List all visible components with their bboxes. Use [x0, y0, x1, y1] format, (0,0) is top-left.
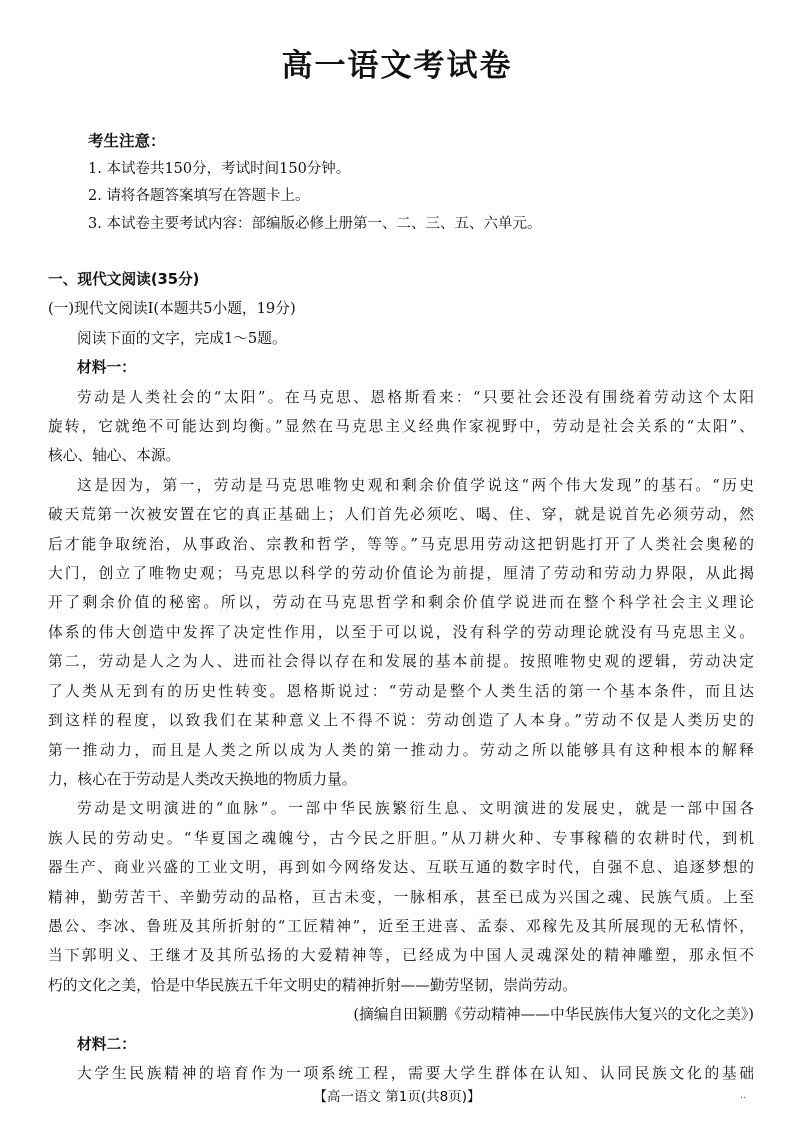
- notice-heading: 考生注意：: [88, 132, 166, 150]
- paragraph-2: [48, 471, 754, 794]
- text-line: 后才能争取统治，从事政治、宗教和哲学，等等。”马克思用劳动这把钥匙打开了人类社会奥秘的: [48, 535, 754, 553]
- material-two-label: 材料二：: [77, 1035, 136, 1053]
- text-line: 劳动是人类社会的“太阳”。在马克思、恩格斯看来：“只要社会还没有围绕着劳动这个太阳: [77, 388, 754, 406]
- reading-section: [48, 265, 754, 1088]
- paragraph-4: [48, 1059, 754, 1088]
- text-line: 核心、轴心、本源。: [48, 447, 181, 465]
- text-line: 第二，劳动是人之为人、进而社会得以存在和发展的基本前提。按照唯物史观的逻辑，劳动决定: [48, 653, 754, 671]
- instruction-text: 阅读下面的文字，完成1～5题。: [77, 329, 287, 347]
- section-heading: 一、现代文阅读(35分): [48, 271, 200, 288]
- text-line: 开了剩余价值的秘密。所以，劳动在马克思哲学和剩余价值学说进而在整个科学社会主义理论: [48, 594, 754, 612]
- text-line: 力，核心在于劳动是人类改天换地的物质力量。: [48, 770, 357, 788]
- text-line: 了人类从无到有的历史性转变。恩格斯说过：“劳动是整个人类生活的第一个基本条件，而且达: [48, 682, 754, 700]
- source-citation: (摘编自田颖鹏《劳动精神——中华民族伟大复兴的文化之美》): [353, 1006, 754, 1024]
- text-line: 这是因为，第一，劳动是马克思唯物史观和剩余价值学说这“两个伟大发现”的基石。“历史: [77, 476, 754, 494]
- text-line: 当下郭明义、王继才及其所弘扬的大爱精神等，已经成为中国人灵魂深处的精神雕塑，那永恒不: [48, 947, 754, 965]
- text-line: 大门，创立了唯物史观；马克思以科学的劳动价值论为前提，厘清了劳动和劳动力界限，从此揭: [48, 565, 754, 583]
- page-footer: 【高一语文 第1页(共8页)】: [313, 1089, 481, 1105]
- paragraph-1: [48, 383, 754, 471]
- page-title: 高一语文考试卷: [281, 48, 513, 84]
- text-line: 劳动是文明演进的“血脉”。一部中华民族繁衍生息、文明演进的发展史，就是一部中国各: [77, 800, 754, 818]
- text-line: 第一推动力，而且是人类之所以成为人类的第一推动力。劳动之所以能够具有这种根本的解释: [48, 741, 754, 759]
- text-line: 愚公、李冰、鲁班及其所折射的“工匠精神”，近至王进喜、孟泰、邓稼先及其所展现的无私情怀，: [48, 917, 754, 935]
- text-line: 族人民的劳动史。“华夏国之魂魄兮，古今民之肝胆。”从刀耕火种、专事稼穑的农耕时代，到机: [48, 829, 754, 847]
- text-line: 朽的文化之美，恰是中华民族五千年文明史的精神折射——勤劳坚韧，崇尚劳动。: [48, 976, 577, 994]
- text-line: 体系的伟大创造中发挥了决定性作用，以至于可以说，没有科学的劳动理论就没有马克思主义。: [48, 623, 754, 641]
- paragraph-3: [48, 794, 754, 1000]
- notice-item: 1. 本试卷共150分，考试时间150分钟。: [88, 160, 351, 177]
- exam-notice: [88, 128, 748, 238]
- text-line: 到这样的程度，以致我们在某种意义上不得不说：劳动创造了人本身。”劳动不仅是人类历史的: [48, 712, 754, 730]
- text-line: 破天荒第一次被安置在它的真正基础上；人们首先必须吃、喝、住、穿，就是说首先必须劳动，然: [48, 506, 754, 524]
- material-one-label: 材料一：: [77, 359, 136, 377]
- text-line: 精神，勤劳苦干、辛勤劳动的品格，亘古未变，一脉相承，甚至已成为兴国之魂、民族气质。上至: [48, 888, 754, 906]
- notice-item: 3. 本试卷主要考试内容：部编版必修上册第一、二、三、五、六单元。: [88, 215, 542, 232]
- sub-section-heading: (一)现代文阅读Ⅰ(本题共5小题，19分): [48, 300, 296, 318]
- text-line: 旋转，它就绝不可能达到均衡。”显然在马克思主义经典作家视野中，劳动是社会关系的“太阳”、: [48, 418, 754, 436]
- notice-item: 2. 请将各题答案填写在答题卡上。: [88, 188, 310, 204]
- corner-mark: ··: [740, 1093, 747, 1104]
- text-line: 大学生民族精神的培育作为一项系统工程，需要大学生群体在认知、认同民族文化的基础: [77, 1064, 754, 1082]
- text-line: 器生产、商业兴盛的工业文明，再到如今网络发达、互联互通的数字时代，自强不息、追逐梦想的: [48, 859, 754, 877]
